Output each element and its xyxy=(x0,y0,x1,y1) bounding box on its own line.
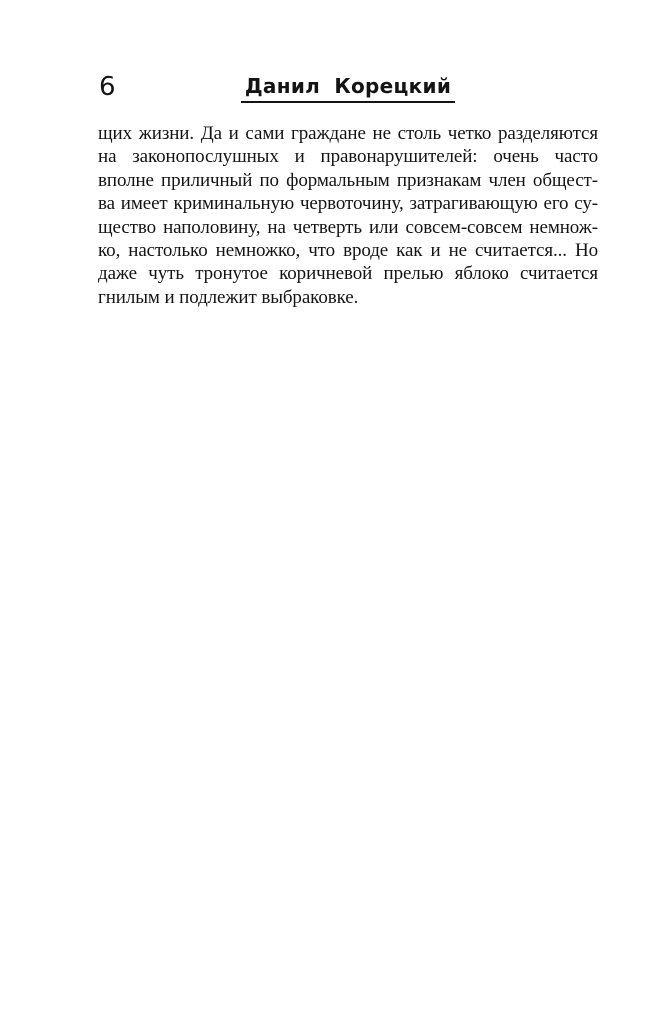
paragraph-line: щих жизни. Да и сами граждане не столь четко разделяются xyxy=(98,123,598,144)
running-head-author: Данил Корецкий xyxy=(241,76,455,103)
paragraph-line: ва имеет криминальную червоточину, затрагивающую его су- xyxy=(98,193,598,215)
paragraph-line: на законопослушных и правонарушителей: очень часто xyxy=(98,146,598,168)
paragraph-line: гнилым и подлежит выбраковке. xyxy=(98,286,359,308)
running-head xyxy=(98,72,598,103)
paragraph-line: даже чуть тронутое коричневой прелью яблоко считается xyxy=(98,263,598,285)
paragraph-line: ко, настолько немножко, что вроде как и не считается... Но xyxy=(98,240,598,262)
paragraph-line: щество наполовину, на четверть или совсем-совсем немнож- xyxy=(98,216,598,238)
body-paragraph xyxy=(98,122,598,309)
paragraph-line: вполне приличный по формальным признакам член общест- xyxy=(98,169,598,191)
page-number: 6 xyxy=(99,72,116,102)
